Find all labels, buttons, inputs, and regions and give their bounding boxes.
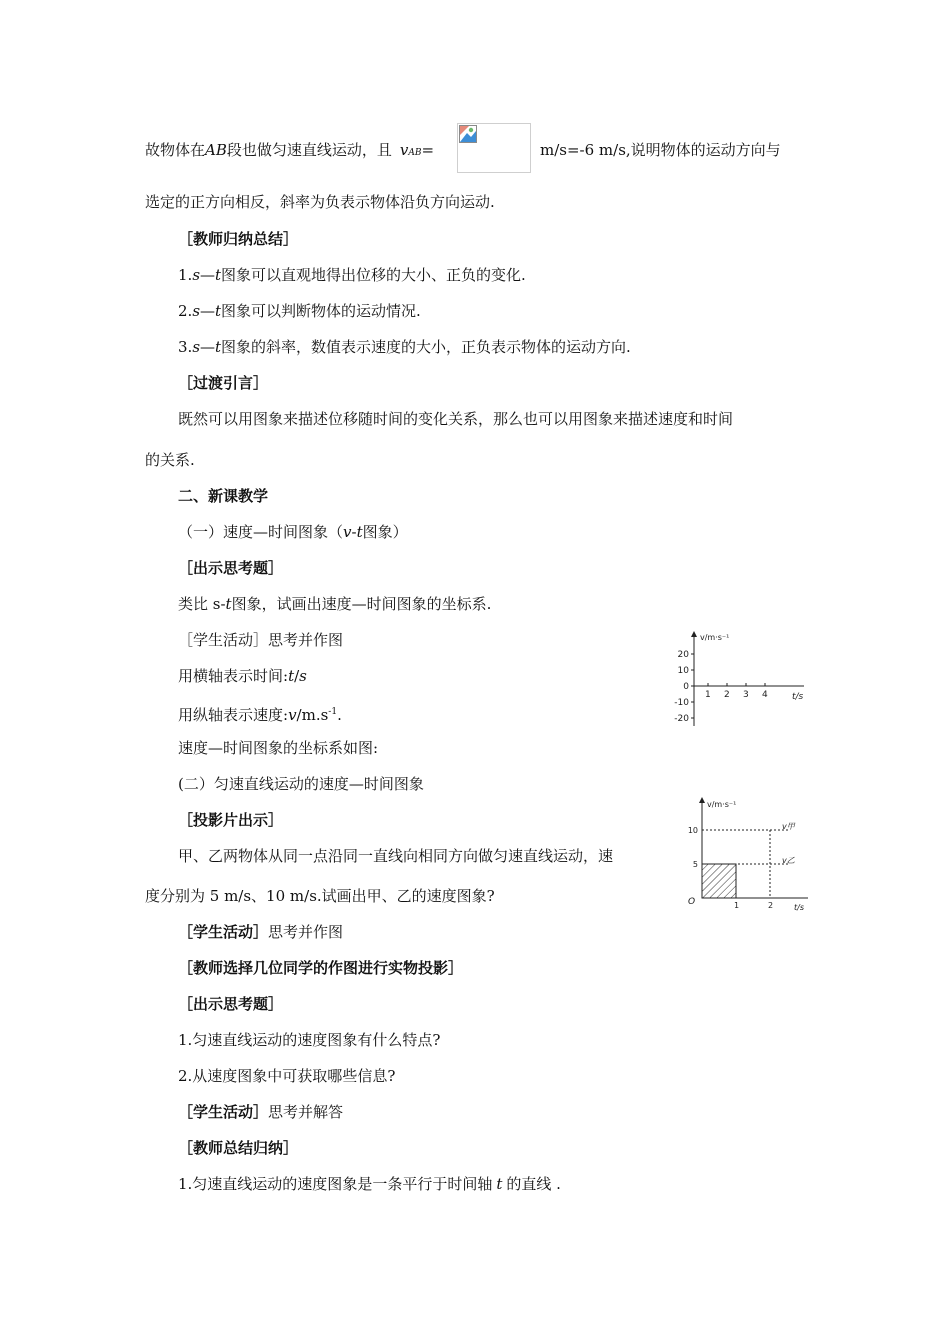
- x-axis-label: t/s: [792, 692, 804, 702]
- unit-exponent: -1: [328, 707, 338, 717]
- student-activity-2: [178, 923, 343, 941]
- student-activity-3: [178, 1103, 343, 1121]
- y-tick-label: 10: [677, 666, 689, 676]
- section-uniform-motion: (二）匀速直线运动的速度—时间图象: [178, 775, 424, 793]
- text: 类比 s-: [178, 595, 226, 613]
- text: 思考并解答: [268, 1103, 344, 1121]
- conclusion-item-1: [178, 1175, 561, 1193]
- text: 1.匀速直线运动的速度图象是一条平行于时间轴: [178, 1175, 493, 1193]
- para-transition-2: 的关系.: [145, 451, 195, 469]
- x-tick-label: 1: [734, 901, 740, 910]
- heading-projection: ［教师选择几位同学的作图进行实物投影］: [178, 959, 464, 977]
- question-item-2: 2.从速度图象中可获取哪些信息?: [178, 1067, 396, 1085]
- series-label: v乙: [782, 856, 795, 865]
- var-t: t: [356, 523, 363, 541]
- heading-teacher-conclusion: ［教师总结归纳］: [178, 1139, 299, 1157]
- summary-item-3: [178, 338, 631, 356]
- var-s: s: [192, 302, 201, 320]
- heading-slide: ［投影片出示］: [178, 811, 284, 829]
- para-transition-1: 既然可以用图象来描述位移随时间的变化关系，那么也可以用图象来描述速度和时间: [178, 410, 734, 428]
- problem-line-1: 甲、乙两物体从同一点沿同一直线向相同方向做匀速直线运动，速: [178, 847, 614, 865]
- var-v: v: [343, 523, 352, 541]
- coord-system-desc: 速度—时间图象的坐标系如图:: [178, 739, 379, 757]
- para-line-2: 选定的正方向相反，斜率为负表示物体沿负方向运动.: [145, 193, 495, 211]
- y-axis-label: v/m·s⁻¹: [700, 633, 730, 642]
- question-analogy: [178, 595, 491, 613]
- var-t: t: [496, 1175, 503, 1193]
- equals-sign: =: [421, 141, 435, 159]
- y-tick-label: 5: [692, 860, 698, 869]
- x-tick-label: 4: [762, 690, 768, 700]
- text: 1.: [178, 266, 193, 284]
- y-axis-label: v/m·s⁻¹: [707, 800, 737, 809]
- velocity-subscript: AB: [408, 148, 422, 158]
- y-tick-label: -20: [674, 714, 689, 724]
- text: （一）速度—时间图象（: [178, 523, 344, 541]
- para-line-1: [145, 141, 434, 162]
- y-tick-label: 10: [687, 826, 698, 835]
- text: 图象，试画出速度—时间图象的坐标系.: [231, 595, 492, 613]
- vt-coordinate-chart: [664, 630, 814, 730]
- dash: -: [351, 523, 357, 541]
- origin-label: O: [688, 897, 696, 907]
- x-tick-label: 2: [768, 901, 774, 910]
- dash: —: [200, 302, 216, 320]
- text: 图象可以判断物体的运动情况.: [221, 302, 421, 320]
- heading-transition: ［过渡引言］: [178, 374, 269, 392]
- period: .: [337, 706, 342, 724]
- section-vt-graph: [178, 523, 408, 541]
- text: 图象）: [362, 523, 408, 541]
- y-tick-label: 0: [683, 682, 689, 692]
- var-t: t: [215, 302, 222, 320]
- text: 用横轴表示时间:: [178, 667, 289, 685]
- x-tick-label: 1: [705, 690, 711, 700]
- var-s: s: [192, 266, 201, 284]
- text: 图象的斜率，数值表示速度的大小，正负表示物体的运动方向.: [221, 338, 631, 356]
- problem-line-2: 度分别为 5 m/s、10 m/s.试画出甲、乙的速度图象?: [145, 887, 495, 905]
- y-tick-label: 20: [677, 650, 689, 660]
- text: 故物体在: [145, 141, 206, 159]
- x-tick-label: 3: [743, 690, 749, 700]
- horizontal-axis-desc: [178, 667, 307, 685]
- slash: /: [294, 667, 300, 685]
- uniform-motion-chart: [684, 796, 820, 912]
- text: 段也做匀速直线运动，且: [226, 141, 392, 159]
- heading-new-lesson: 二、新课教学: [178, 487, 269, 505]
- para-line-1-cont: m/s=-6 m/s,说明物体的运动方向与: [540, 141, 781, 159]
- heading-question-1: ［出示思考题］: [178, 559, 284, 577]
- unit: /m.s: [296, 706, 329, 724]
- velocity-symbol: v: [399, 141, 409, 159]
- text: 的直线 .: [506, 1175, 561, 1193]
- y-tick-label: -10: [674, 698, 689, 708]
- dash: —: [200, 338, 216, 356]
- heading-question-2: ［出示思考题］: [178, 995, 284, 1013]
- text: 思考并作图: [268, 923, 344, 941]
- question-item-1: 1.匀速直线运动的速度图象有什么特点?: [178, 1031, 441, 1049]
- heading-teacher-summary: ［教师归纳总结］: [178, 230, 299, 248]
- var-s: s: [299, 667, 307, 685]
- var-s: s: [192, 338, 201, 356]
- text: 图象可以直观地得出位移的大小、正负的变化.: [221, 266, 526, 284]
- broken-image-placeholder: [457, 123, 531, 173]
- broken-image-icon: [459, 125, 477, 143]
- var-t: t: [215, 266, 222, 284]
- summary-item-2: [178, 302, 421, 320]
- summary-item-1: [178, 266, 526, 284]
- var-t: t: [225, 595, 232, 613]
- vertical-axis-desc: [178, 703, 342, 724]
- label: ［学生活动］: [178, 1103, 269, 1121]
- var-t: t: [215, 338, 222, 356]
- text: 3.: [178, 338, 193, 356]
- var-t: t: [288, 667, 295, 685]
- shaded-area: [702, 864, 736, 898]
- x-tick-label: 2: [724, 690, 730, 700]
- series-label: v甲: [782, 822, 795, 831]
- x-axis-label: t/s: [794, 903, 804, 912]
- dash: —: [200, 266, 216, 284]
- var-v: v: [288, 706, 297, 724]
- student-activity-1: ［学生活动］思考并作图: [178, 631, 344, 649]
- text: 用纵轴表示速度:: [178, 706, 289, 724]
- text: 2.: [178, 302, 193, 320]
- label: ［学生活动］: [178, 923, 269, 941]
- segment-ab: AB: [205, 141, 227, 159]
